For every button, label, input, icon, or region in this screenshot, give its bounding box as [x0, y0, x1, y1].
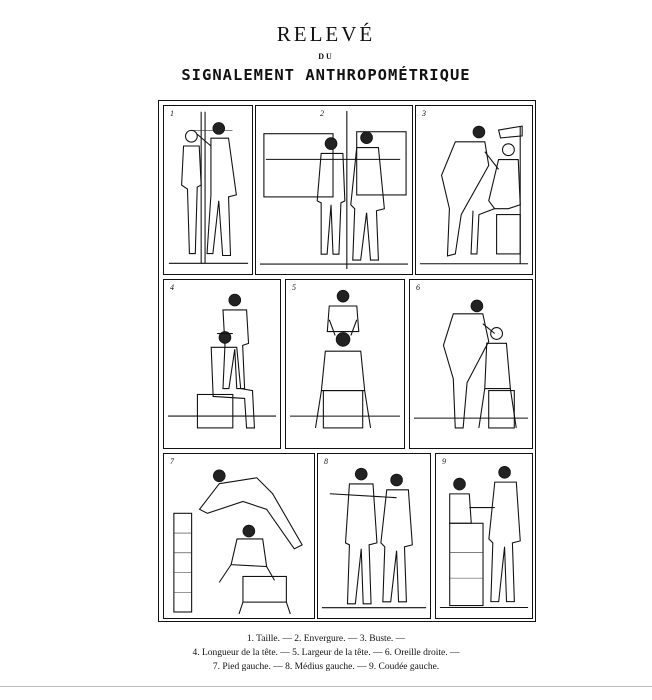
panel-oreille-droite — [409, 279, 533, 449]
forearm-measurement-illustration — [436, 454, 532, 618]
illustration-plate — [158, 100, 536, 622]
panel-number: 6 — [416, 283, 420, 292]
caption-line-2: 4. Longueur de la tête. — 5. Largeur de la tête. — 6. Oreille droite. — — [192, 648, 460, 658]
page-title: RELEVÉ — [276, 22, 376, 46]
caption-line-3: 7. Pied gauche. — 8. Médius gauche. — 9. Coudée gauche. — [212, 662, 440, 672]
panel-taille — [163, 105, 253, 275]
panel-number: 1 — [170, 109, 174, 118]
panel-number: 9 — [442, 457, 446, 466]
panel-pied-gauche — [163, 453, 315, 619]
arm-span-measurement-illustration — [256, 106, 412, 274]
panel-envergure — [255, 105, 413, 275]
panel-coudee-gauche — [435, 453, 533, 619]
panel-longueur-tete — [163, 279, 281, 449]
panel-largeur-tete — [285, 279, 405, 449]
finger-measurement-illustration — [318, 454, 430, 618]
page-subtitle: SIGNALEMENT ANTHROPOMÉTRIQUE — [181, 66, 471, 84]
head-width-measurement-illustration — [286, 280, 404, 448]
head-length-measurement-illustration — [164, 280, 280, 448]
caption-line-1: 1. Taille. — 2. Envergure. — 3. Buste. — — [246, 634, 406, 644]
panel-number: 8 — [324, 457, 328, 466]
foot-measurement-illustration — [164, 454, 314, 618]
ear-measurement-illustration — [410, 280, 532, 448]
panel-medius-gauche — [317, 453, 431, 619]
panel-number: 2 — [320, 109, 324, 118]
panel-number: 4 — [170, 283, 174, 292]
title-connector: DU — [318, 52, 334, 61]
bust-measurement-illustration — [416, 106, 532, 274]
panel-number: 7 — [170, 457, 174, 466]
panel-buste — [415, 105, 533, 275]
height-measurement-illustration — [164, 106, 252, 274]
panel-number: 3 — [422, 109, 426, 118]
page-divider — [0, 686, 652, 687]
panel-number: 5 — [292, 283, 296, 292]
